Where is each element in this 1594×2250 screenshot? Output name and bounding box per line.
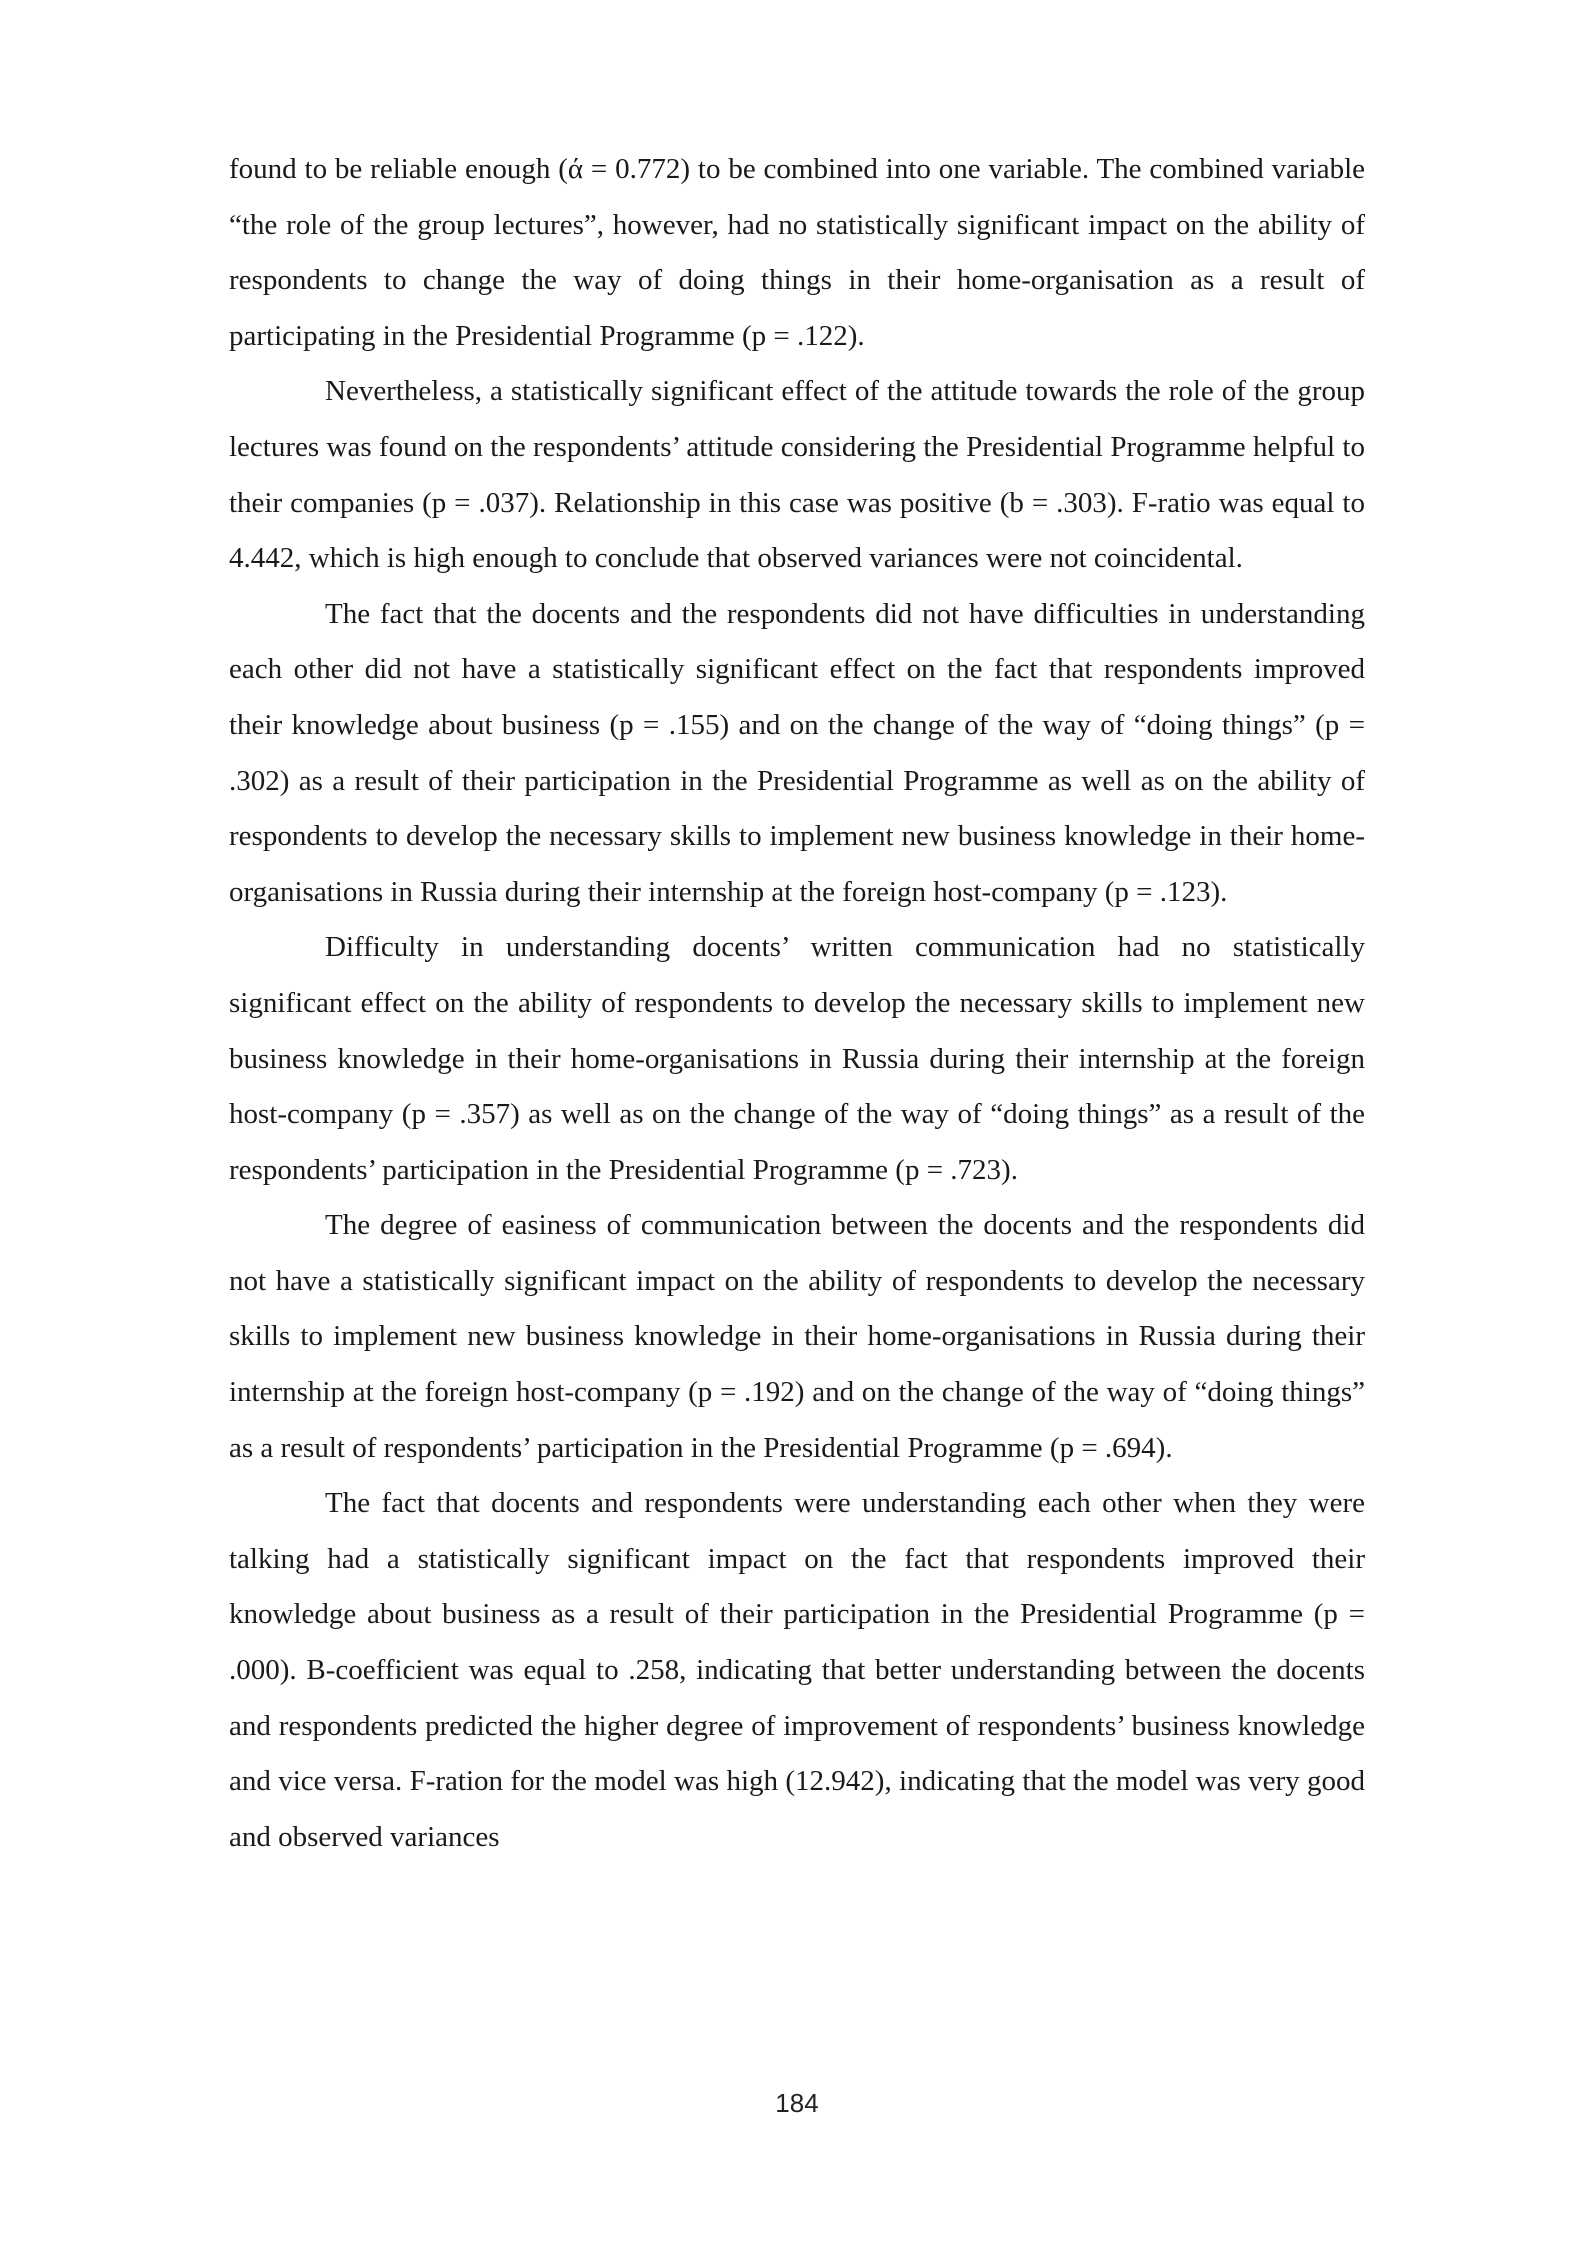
body-text — [229, 142, 1365, 1865]
paragraph-group-lectures: Nevertheless, a statistically significant effect of the attitude towards the role of the group lectures was found on the respondents’ attitude considering the Presidential Programme helpful to their companies (p = .037). Relationship in this case was positive (b = .303). F-ratio was equal to 4.442, which is high enough to conclude that observed variances were not coincidental. — [229, 375, 1365, 575]
paragraph-written-communication: Difficulty in understanding docents’ written communication had no statistically significant effect on the ability of respondents to develop the necessary skills to implement new business knowledge in their home-organisations in Russia during their internship at the foreign host-company (p = .357) as well as on the change of the way of “doing things” as a result of the respondents’ participation in the Presidential Programme (p = .723). — [229, 931, 1365, 1186]
paragraph-understanding-difficulties: The fact that the docents and the respondents did not have difficulties in understanding each other did not have a statistically significant effect on the fact that respondents improved their knowledge about business (p = .155) and on the change of the way of “doing things” (p = .302) as a result of their participation in the Presidential Programme as well as on the ability of respondents to develop the necessary skills to implement new business knowledge in their home-organisations in Russia during their internship at the foreign host-company (p = .123). — [229, 597, 1365, 908]
paragraph-communication-easiness: The degree of easiness of communication between the docents and the respondents did not have a statistically significant impact on the ability of respondents to develop the necessary skills to implement new business knowledge in their home-organisations in Russia during their internship at the foreign host-company (p = .192) and on the change of the way of “doing things” as a result of respondents’ participation in the Presidential Programme (p = .694). — [229, 1209, 1365, 1464]
paragraph-talking-understanding: The fact that docents and respondents were understanding each other when they were talking had a statistically significant impact on the fact that respondents improved their knowledge about business as a result of their participation in the Presidential Programme (p = .000). B-coefficient was equal to .258, indicating that better understanding between the docents and respondents predicted the higher degree of improvement of respondents’ business knowledge and vice versa. F-ration for the model was high (12.942), indicating that the model was very good and observed variances — [229, 1487, 1365, 1853]
paragraph-continuation: found to be reliable enough (ά = 0.772) to be combined into one variable. The combined variable “the role of the group lectures”, however, had no statistically significant impact on the ability of respondents to change the way of doing things in their home-organisation as a result of participating in the Presidential Programme (p = .122). — [229, 153, 1365, 352]
page-number: 184 — [775, 2088, 819, 2118]
